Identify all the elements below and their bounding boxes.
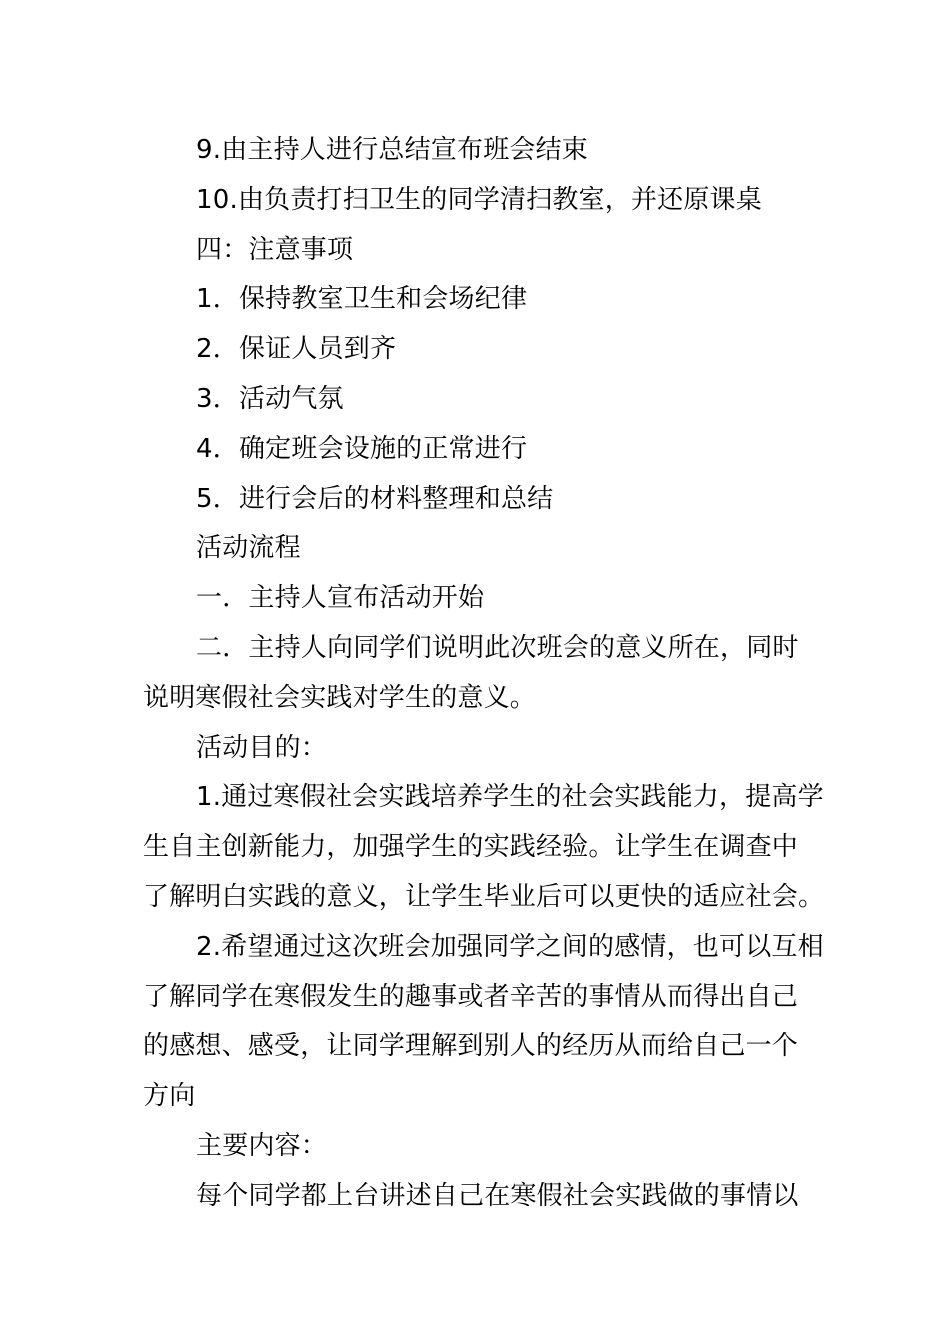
flow-step-2-line-2: 说明寒假社会实践对学生的意义。 [143, 682, 537, 713]
note-item-5: 5．进行会后的材料整理和总结 [196, 483, 554, 514]
note-item-2: 2．保证人员到齐 [196, 334, 397, 365]
flow-step-1: 一．主持人宣布活动开始 [196, 583, 485, 614]
section-heading-notes: 四：注意事项 [196, 234, 354, 265]
step-10: 10.由负责打扫卫生的同学清扫教室，并还原课桌 [196, 184, 762, 215]
note-item-3: 3．活动气氛 [196, 383, 344, 414]
content-line-1: 每个同学都上台讲述自己在寒假社会实践做的事情以 [196, 1180, 799, 1211]
section-heading-purpose: 活动目的： [196, 732, 328, 763]
purpose-1-line-1: 1.通过寒假社会实践培养学生的社会实践能力，提高学 [196, 782, 824, 813]
purpose-1-line-2: 生自主创新能力，加强学生的实践经验。让学生在调查中 [143, 832, 799, 863]
purpose-2-line-1: 2.希望通过这次班会加强同学之间的感情，也可以互相 [196, 931, 824, 962]
purpose-2-line-2: 了解同学在寒假发生的趣事或者辛苦的事情从而得出自己 [143, 981, 799, 1012]
step-9: 9.由主持人进行总结宣布班会结束 [196, 135, 589, 165]
purpose-1-line-3: 了解明白实践的意义，让学生毕业后可以更快的适应社会。 [143, 881, 825, 912]
note-item-4: 4．确定班会设施的正常进行 [196, 433, 528, 464]
document-body [143, 126, 825, 1222]
section-heading-flow: 活动流程 [196, 533, 301, 564]
purpose-2-line-3: 的感想、感受，让同学理解到别人的经历从而给自己一个 [143, 1031, 799, 1062]
purpose-2-line-4: 方向 [143, 1081, 196, 1112]
flow-step-2-line-1: 二．主持人向同学们说明此次班会的意义所在，同时 [196, 632, 799, 663]
note-item-1: 1．保持教室卫生和会场纪律 [196, 284, 528, 315]
section-heading-content: 主要内容： [196, 1130, 328, 1161]
